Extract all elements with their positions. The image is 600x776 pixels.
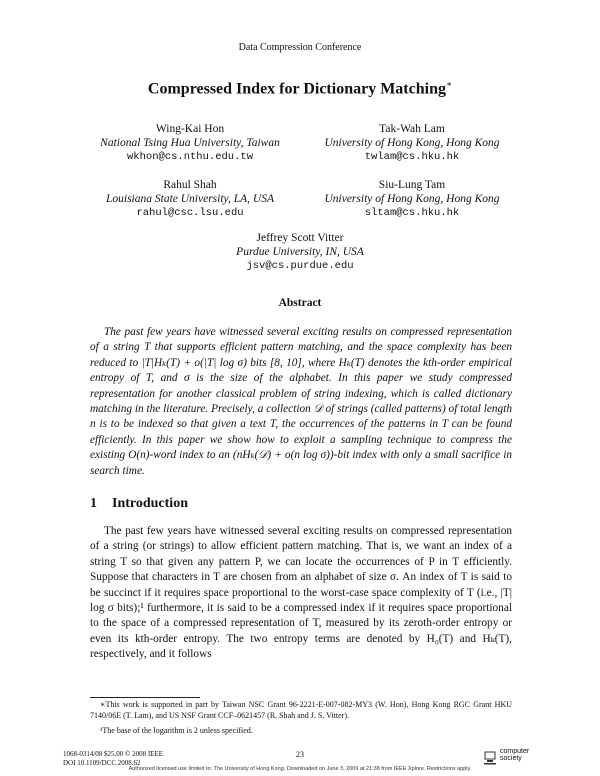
author-affiliation: University of Hong Kong, Hong Kong <box>324 193 500 205</box>
footnote-funding: ∗This work is supported in part by Taiwan NSC Grant 96-2221-E-007-082-MY3 (W. Hon), Hong Kong RGC Grant HKU 7140/06E (T. Lam), and US NSF Grant CCF–0621457 (R. Shah and J. S. Vitter). <box>90 700 512 720</box>
author-email: sltam@cs.hku.hk <box>364 207 460 219</box>
section-heading-introduction <box>90 496 188 512</box>
logo-line-1: computer <box>500 748 530 755</box>
authorization-notice: Authorized licensed use limited to: The University of Hong Kong. Downloaded on June 3, 2009 at 21:38 from IEEE Xplore. Restrictions apply. <box>128 766 472 772</box>
copyright-line: 1068-0314/08 $25.00 © 2008 IEEE <box>63 750 164 758</box>
logo-line-2: society <box>500 755 522 762</box>
author-name: Jeffrey Scott Vitter <box>256 232 344 244</box>
introduction-text: The past few years have witnessed several exciting results on compressed representation of a string (or strings) to allow efficient pattern matching. That is, we want an index of a string T so that given any pattern P, we can locate the occurrences of P in T efficiently. Suppose that characters in T are chosen from an alphabet of size σ. An index of T is said to be succinct if it requires space proportional to the worst-case space complexity of T (i.e., |T| log σ bits);¹ furthermore, it is said to be a compressed index if it requires space proportional to the space of a compressed representation of T, measured by its zeroth-order entropy or even its kth-order entropy. The two entropy terms are denoted by H₀(T) and Hₖ(T), respectively, and it follows <box>90 525 512 661</box>
author-email: wkhon@cs.nthu.edu.tw <box>126 151 254 163</box>
author-block-lam <box>272 122 552 164</box>
author-name: Tak-Wah Lam <box>379 123 445 135</box>
title-text: Compressed Index for Dictionary Matching <box>147 80 446 98</box>
paper-title <box>0 79 600 98</box>
conference-header: Data Compression Conference <box>238 42 362 53</box>
title-footnote-mark: ∗ <box>445 79 453 89</box>
computer-society-icon <box>484 751 496 765</box>
page-number: 23 <box>296 750 304 759</box>
author-email: twlam@cs.hku.hk <box>364 151 460 163</box>
author-block-vitter <box>160 231 440 273</box>
author-affiliation: National Tsing Hua University, Taiwan <box>100 137 280 149</box>
logo-text <box>500 748 529 762</box>
footnote-divider <box>90 697 200 698</box>
author-affiliation: University of Hong Kong, Hong Kong <box>324 137 500 149</box>
section-title: Introduction <box>112 496 188 511</box>
footnote-logarithm: ¹The base of the logarithm is 2 unless specified. <box>100 726 253 735</box>
author-name: Siu-Lung Tam <box>378 179 446 191</box>
author-affiliation: Purdue University, IN, USA <box>236 246 364 258</box>
author-email: rahul@csc.lsu.edu <box>136 207 244 219</box>
author-affiliation: Louisiana State University, LA, USA <box>105 193 275 205</box>
author-block-tam <box>272 178 552 220</box>
abstract-heading: Abstract <box>278 297 322 309</box>
section-number: 1 <box>90 496 97 511</box>
doi-line: DOI 10.1109/DCC.2008.62 <box>63 759 141 767</box>
abstract-text: The past few years have witnessed several exciting results on compressed representation of a string T that supports efficient pattern matching, and the space complexity has been reduced to |T|Hₖ(T) + o(|T| log σ) bits [8, 10], where Hₖ(T) denotes the kth-order empirical entropy of T, and σ is the size of the alphabet. In this paper we study compressed representation for another classical problem of string indexing, which is called dictionary matching in the literature. Precisely, a collection 𝒟 of strings (called patterns) of total length n is to be indexed so that given a text T, the occurrences of the patterns in T can be found efficiently. In this paper we show how to exploit a sampling technique to compress the existing O(n)-word index to an (nHₖ(𝒟) + o(n log σ))-bit index with only a small sacrifice in search time. <box>90 326 512 477</box>
author-name: Wing-Kai Hon <box>155 123 225 135</box>
author-name: Rahul Shah <box>163 179 217 191</box>
computer-society-logo <box>484 748 546 768</box>
author-email: jsv@cs.purdue.edu <box>246 260 354 272</box>
